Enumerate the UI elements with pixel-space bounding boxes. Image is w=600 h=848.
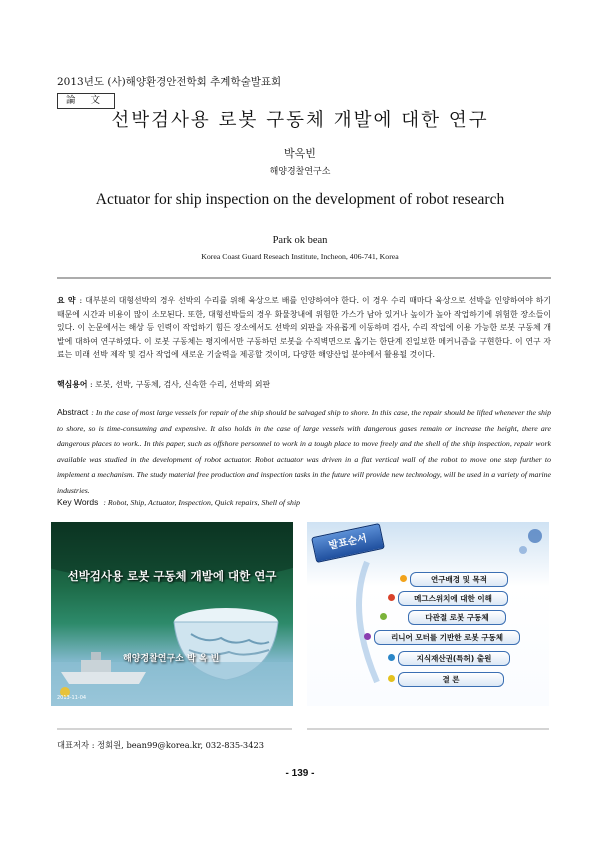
agenda-item: 메그스위치에 대한 이해 (398, 591, 508, 606)
title-english: Actuator for ship inspection on the development of robot research (95, 191, 505, 208)
agenda-item: 연구배경 및 목적 (410, 572, 508, 587)
slide-date: 2013-11-04 (57, 695, 87, 701)
corresponding-author: 대표저자 : 정회원, bean99@korea.kr, 032-835-3423 (57, 740, 265, 750)
keywords-korean-text: : 로봇, 선박, 구동체, 검사, 신속한 수리, 선박의 외판 (87, 380, 271, 389)
agenda-item: 다관절 로봇 구동체 (408, 610, 506, 625)
agenda-item: 지식재산권(특허) 출원 (398, 651, 510, 666)
slide-presenter: 해양경찰연구소 박 옥 빈 (123, 654, 220, 664)
title-korean: 선박검사용 로봇 구동체 개발에 대한 연구 (111, 110, 489, 131)
abstract-korean-label: 요 약 (57, 296, 76, 305)
affiliation-korean: 해양경찰연구소 (269, 167, 331, 177)
agenda-heading: 발표순서 (311, 523, 385, 563)
article-type-tag: 論 文 (57, 93, 115, 109)
page-number: - 139 - (285, 768, 315, 779)
abstract-english-text: : In the case of most large vessels for repair of the ship should be salvaged ship to shore. In this case, the repair should be lifted whenever the ship to shore, so is time-consuming and expensive. It also holds in the case of large vessels with dangerous gases remain or increase the height, there are dangerous places to work.. In this paper, such as offshore personnel to work in a tough place to move freely and the shell of the ship inspection, repair work available was studied in the development of robot actuator. Robot actuator was driven in a flat vertical wall of the robot to move one step further to implement a mechanism. The study material free production and inspection tasks in the future will provide new technology, will be used in a variety of marine industries. (57, 408, 551, 495)
agenda-item: 리니어 모터를 기반한 로봇 구동체 (374, 630, 520, 645)
slide-title: 선박검사용 로봇 구동체 개발에 대한 연구 (67, 569, 277, 583)
affiliation-english: Korea Coast Guard Reseach Institute, Incheon, 406-741, Korea (201, 252, 399, 261)
keywords-english-label: Key Words (57, 497, 99, 507)
abstract-english-label: Abstract (57, 407, 89, 417)
author-english: Park ok bean (272, 235, 328, 246)
keywords-korean-label: 핵심용어 (57, 380, 88, 389)
author-korean: 박옥빈 (284, 147, 316, 160)
conference-header: 2013년도 (사)해양환경안전학회 추계학술발표회 (57, 76, 282, 88)
abstract-korean-text: : 대부분의 대형선박의 경우 선박의 수리를 위해 육상으로 배를 인양하여야 한다. 이 경우 수리 때마다 육상으로 선박을 인양하여야 하기 때문에 시간과 비용이 많이 소모된다. 또한, 대형선박들의 경우 화물창내에 위험한 가스가 남아 있거나 높이가 높아 작업하기에 위험한 장소들이 있다. 이 논문에서는 해상 등 인력이 작업하기 힘든 장소에서도 선박의 외판을 자유롭게 이동하며 검사, 수리 작업에 이용 가능한 로봇 구동체 개발에 대하여 연구하였다. 이 로봇 구동체는 평지에서만 구동하던 로봇을 수직벽면으로 옮기는 한단계 진일보한 메커니즘을 구현한다. 이 연구 자료는 미래 선박 제작 및 검사 작업에 새로운 기술력을 제공할 것이며, 다양한 해양산업 분야에서 활용될 것이다. (57, 296, 551, 360)
agenda-item: 결 론 (398, 672, 504, 687)
keywords-english-text: : Robot, Ship, Actuator, Inspection, Quick repairs, Shell of ship (101, 498, 301, 507)
